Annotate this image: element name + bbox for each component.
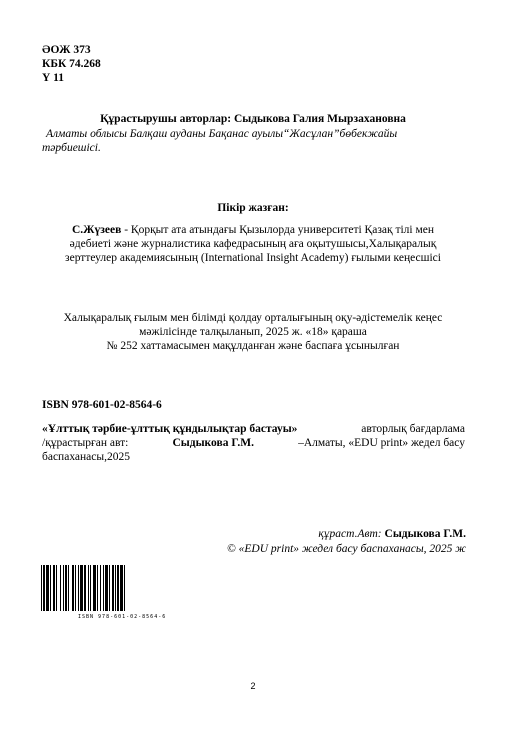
- bbk-code: КБК 74.268: [42, 58, 101, 70]
- book-title: «Ұлттық тәрбие-ұлттық құндылықтар бастауы»: [42, 423, 298, 435]
- reviewer-line-2: әдебиеті және журналистика кафедрасының аға оқытушысы,Халықаралық: [69, 238, 437, 250]
- reviewer-position-1: - Қорқыт ата атындағы Қызылорда университеті Қазақ тілі мен: [124, 224, 435, 236]
- compilers-affiliation-2: тәрбиешісі.: [42, 142, 101, 154]
- description-author: Сыдыкова Г.М.: [172, 437, 254, 449]
- approval-line-2: мәжілісінде талқыланып, 2025 ж. «18» қараша: [139, 326, 367, 338]
- compilers-line: [0, 113, 506, 127]
- description-line-3: баспаханасы,2025: [42, 451, 130, 463]
- description-line-2: [42, 437, 465, 451]
- description-prefix-2: /құрастырған авт:: [42, 437, 129, 449]
- isbn: ISBN 978-601-02-8564-6: [42, 399, 162, 411]
- approval-line-1: Халықаралық ғылым мен білімді қолдау орталығының оқу-әдістемелік кеңес: [63, 312, 443, 324]
- copyright-prefix: құраст.Авт:: [318, 528, 382, 540]
- reviewer-heading: Пікір жазған:: [217, 202, 289, 214]
- description-suffix-2: –Алматы, «EDU print» жедел басу: [298, 437, 465, 449]
- description-line-1: [42, 423, 465, 437]
- compilers-affiliation-1: Алматы облысы Балқаш ауданы Бақанас ауылы“Жасұлан”бөбекжайы: [46, 128, 398, 140]
- author-mark: Ү 11: [42, 72, 65, 84]
- barcode-digits: ISBN 978-601-02-8564-6: [78, 614, 167, 620]
- reviewer-line-3: зерттеулер академиясының (International Insight Academy) ғылыми кеңесшісі: [65, 252, 441, 264]
- description-rest-1: авторлық бағдарлама: [361, 423, 465, 435]
- approval-line-3: № 252 хаттамасымен мақұлданған және баспаға ұсынылған: [106, 340, 400, 352]
- compilers-label: Құрастырушы авторлар:: [100, 113, 232, 125]
- isbn-barcode: [40, 565, 174, 615]
- copyright-line-1: [318, 528, 466, 542]
- page-number: 2: [250, 681, 256, 691]
- udc-code: ӘОЖ 373: [42, 44, 91, 56]
- reviewer-line-1: [0, 224, 506, 238]
- copyright-line-2: © «EDU print» жедел басу баспаханасы, 2025 ж: [227, 543, 466, 555]
- reviewer-name: С.Жүзеев: [71, 224, 122, 236]
- copyright-name: Сыдыкова Г.М.: [384, 528, 466, 540]
- compilers-name: Сыдыкова Галия Мырзахановна: [233, 113, 406, 125]
